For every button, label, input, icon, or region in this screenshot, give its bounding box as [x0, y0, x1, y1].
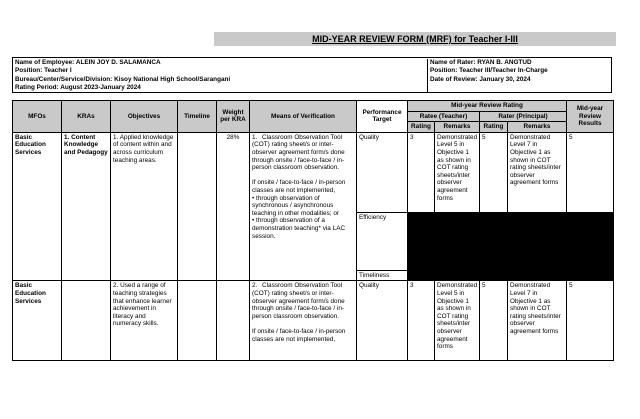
row2-result: 5	[567, 281, 614, 361]
row2-means-number: 2.	[252, 282, 258, 290]
redacted-block	[408, 212, 614, 270]
row2-means	[250, 281, 357, 361]
header-ratee-remarks: Remarks	[435, 122, 480, 133]
row1-objective: 1. Applied knowledge of content within and across curriculum teaching areas.	[111, 132, 178, 281]
row1-means	[250, 132, 357, 281]
rater-info	[427, 59, 611, 92]
rater-name: Name of Rater: RYAN B. ANGTUD	[430, 59, 532, 66]
employee-bureau: Bureau/Center/Service/Division: Kisoy National High School/Sarangani	[15, 75, 231, 83]
row1-rater-remarks: Demonstrated Level 7 in Objective 1 as shown in COT rating sheets/inter observer agreement forms	[508, 132, 567, 212]
row2-ratee-rating: 3	[408, 281, 435, 361]
row1-rater-rating: 5	[480, 132, 508, 212]
redacted-block-bottom	[408, 270, 614, 281]
row1-weight: 28%	[217, 132, 250, 281]
row1-target-efficiency: Efficiency	[357, 212, 408, 270]
header-ratee-rating: Rating	[408, 122, 435, 133]
row2-rater-rating: 5	[480, 281, 508, 361]
employee-position: Position: Teacher I	[15, 67, 72, 75]
row2-ratee-remarks: Demonstrated Level 5 in Objective 1 as shown in COT rating sheets/inter observer agreement forms	[435, 281, 480, 361]
row1-means-text-c: • through observation of synchronous / asynchronous teaching in other modalities; or	[252, 194, 340, 217]
row1-ratee-rating: 3	[408, 132, 435, 212]
row1-means-number: 1.	[252, 133, 258, 141]
employee-info	[15, 59, 423, 93]
header-objectives: Objectives	[111, 101, 178, 133]
row2-target-quality: Quality	[357, 281, 408, 361]
form-title: MID-YEAR REVIEW FORM (MRF) for Teacher I-III	[214, 32, 616, 46]
row2-weight	[217, 281, 250, 361]
employee-name: Name of Employee: ALEIN JOY D. SALAMANCA	[15, 59, 161, 66]
header-ratee: Ratee (Teacher)	[408, 111, 480, 122]
row1-timeline	[178, 132, 217, 281]
header-results: Mid-year Review Results	[567, 101, 614, 133]
row1-result: 5	[567, 132, 614, 212]
row2-objective: 2. Used a range of teaching strategies that enhance learner achievement in literacy and numeracy skills.	[111, 281, 178, 361]
row1-mfo: Basic Education Services	[13, 132, 62, 281]
header-performance-target: Performance Target	[357, 101, 408, 133]
rating-period: Rating Period: August 2023-January 2024	[15, 84, 141, 92]
row2-timeline	[178, 281, 217, 361]
row1-means-text: Classroom Observation Tool (COT) rating sheet/s or inter-observer agreement form/s done through onsite / face-to-face / in-person classroom observation.	[252, 133, 345, 172]
row1-ratee-remarks: Demonstrated Level 5 in Objective 1 as shown in COT rating sheets/inter observer agreement forms	[435, 132, 480, 212]
row2-kra	[62, 281, 111, 361]
header-mfos: MFOs	[13, 101, 62, 133]
row1-kra: 1. Content Knowledge and Pedagogy	[62, 132, 111, 281]
row2-means-text: Classroom Observation Tool (COT) rating sheet/s or inter-observer agreement form/s done through onsite / face-to-face / in-person classroom observation.	[252, 282, 345, 320]
rater-position: Position: Teacher III/Teacher In-Charge	[430, 67, 548, 75]
row2-rater-remarks: Demonstrated Level 7 in Objective 1 as shown in COT rating sheets/inter observer agreement forms	[508, 281, 567, 361]
header-rater-rating: Rating	[480, 122, 508, 133]
header-info-box	[12, 57, 612, 93]
header-review-rating: Mid-year Review Rating	[408, 101, 567, 112]
header-means: Means of Verification	[250, 101, 357, 133]
header-kras: KRAs	[62, 101, 111, 133]
header-timeline: Timeline	[178, 101, 217, 133]
header-rater-remarks: Remarks	[508, 122, 567, 133]
header-rater: Rater (Principal)	[480, 111, 567, 122]
row2-means-text-b: If onsite / face-to-face / in-person classes are not implemented,	[252, 327, 346, 343]
row1-target-timeliness: Timeliness	[357, 270, 408, 281]
row1-means-text-b: If onsite / face-to-face / in-person classes are not implemented,	[252, 179, 346, 194]
review-table	[12, 100, 614, 361]
row1-target-quality: Quality	[357, 132, 408, 212]
row2-mfo: Basic Education Services	[13, 281, 62, 361]
row1-means-text-d: • through observation of a demonstration teaching* via LAC session.	[252, 217, 346, 240]
header-weight: Weight per KRA	[217, 101, 250, 133]
review-date: Date of Review: January 30, 2024	[430, 75, 531, 83]
